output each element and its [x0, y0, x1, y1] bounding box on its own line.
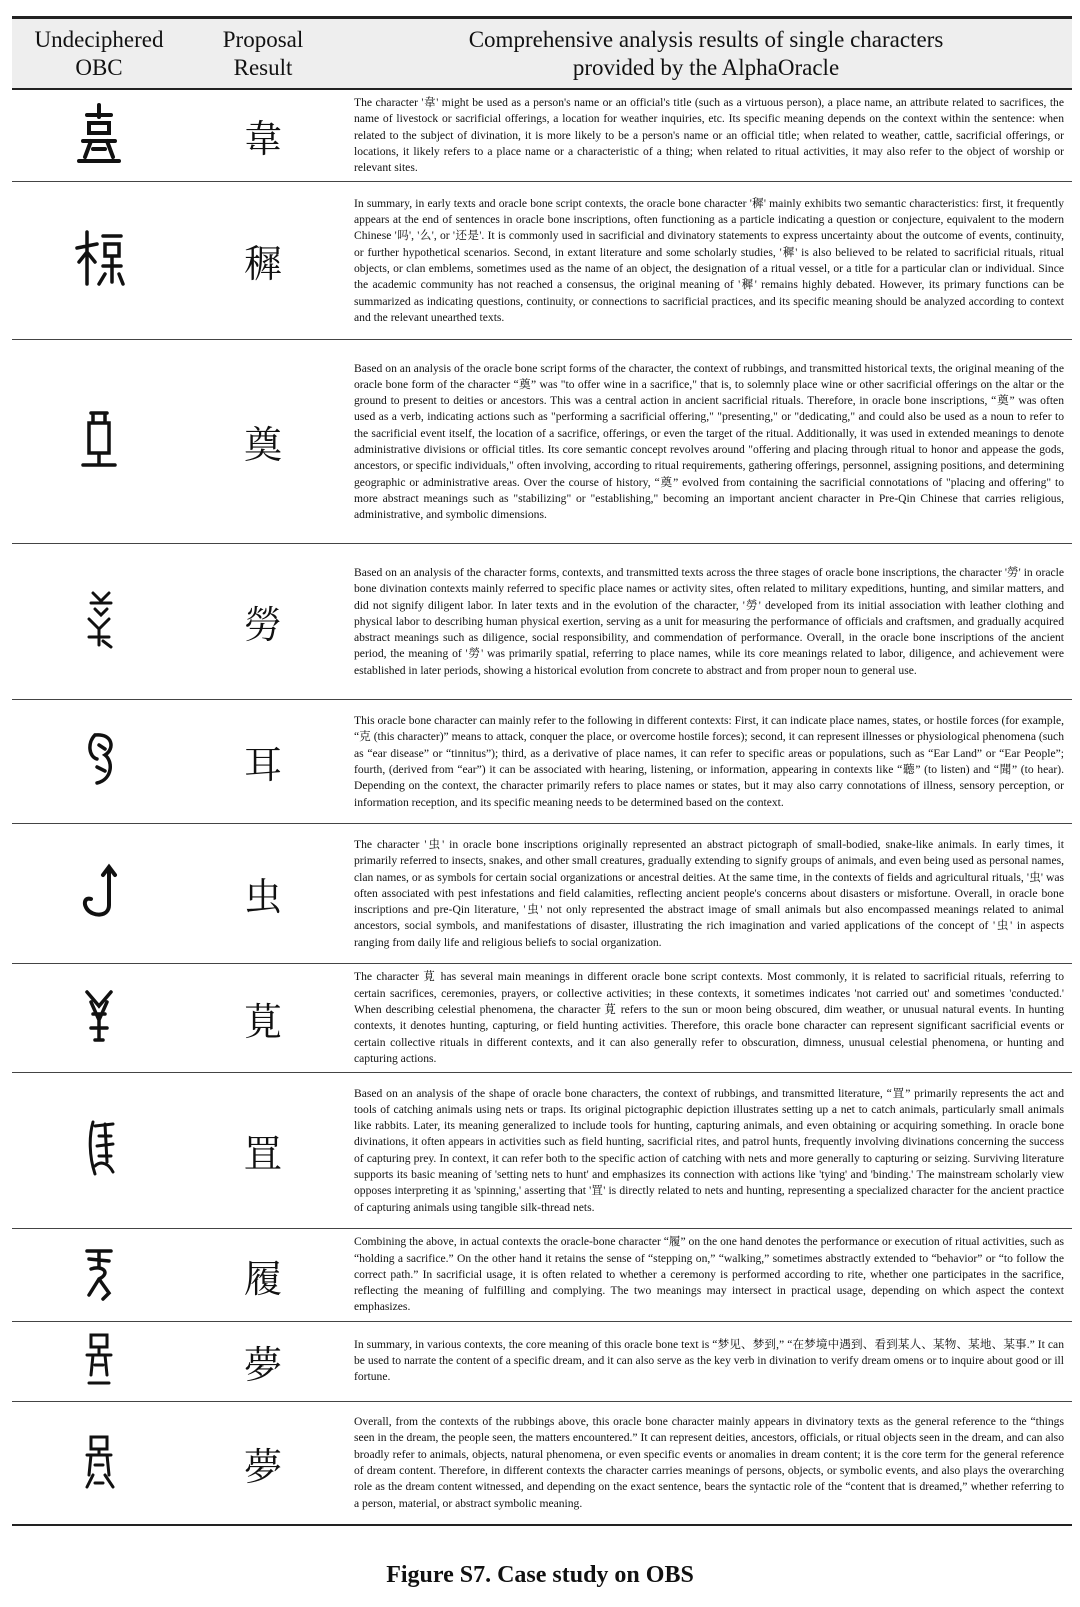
- header-undeciphered-obc: [12, 18, 186, 90]
- proposal-character: 耳: [243, 743, 282, 788]
- oracle-bone-glyph-icon: [69, 97, 129, 169]
- header-line: provided by the AlphaOracle: [572, 55, 840, 80]
- result-cell: [186, 824, 340, 964]
- obc-cell: [12, 89, 186, 182]
- obc-cell: [12, 1073, 186, 1229]
- analysis-cell: Based on an analysis of the character forms, contexts, and transmitted texts across the three stages of oracle bone inscriptions, the character '勞' in oracle bone divination contexts mainly referred to specific place names or activity sites, often related to military expeditions, hunting, and similar matters, and did not signify diligent labor. In later texts and in the evolution of the character, '勞' developed from its initial association with leather clothing and physical labor to describing human physical exertion, serving as a unit for measuring the performance of officials and craftsmen, and gradually acquired abstract meanings such as diligence, social responsibility, and commendation of performance. Overall, in the oracle bone inscriptions of the ancient period, the meaning of '勞' was primarily spatial, referring to place names, while its core meanings related to labor, diligence, and achievement were established in later periods, showing a historical evolution from concrete to abstract and from proper noun to general use.: [354, 565, 1064, 677]
- proposal-character: 韋: [243, 117, 282, 162]
- obc-cell: [12, 824, 186, 964]
- table-row: [12, 1321, 1072, 1401]
- result-cell: [186, 1073, 340, 1229]
- result-cell: [186, 1229, 340, 1321]
- analysis-cell: This oracle bone character can mainly refer to the following in different contexts: First, it can indicate place names, states, or hostile forces (for example, “克 (this character)” means to attack, conquer the place, or overcome hostile forces); second, it can represent illnesses or physiological phenomena (such as “ear disease” or “tinnitus”); third, as a derivative of place names, it can refer to specific areas or populations, such as “Ear Land” or “Ear People”; fourth, (derived from “ear”) it can be associated with hearing, listening, or information, appearing in contexts like “聽” (to listen) and “聞” (to hear). Depending on the context, the character primarily refers to place names or states, but it may also carry connotations of illness, sensory perception, or information reception, and its specific meaning needs to be determined based on the context.: [354, 714, 1064, 809]
- obc-cell: [12, 544, 186, 700]
- table-row: [12, 700, 1072, 824]
- result-cell: [186, 544, 340, 700]
- proposal-character: 莧: [243, 999, 282, 1044]
- oracle-bone-glyph-icon: [69, 403, 129, 475]
- oracle-bone-glyph-icon: [69, 1425, 129, 1497]
- header-line: OBC: [75, 55, 123, 80]
- header-proposal-result: [186, 18, 340, 90]
- table-row: [12, 340, 1072, 544]
- table-row: [12, 1073, 1072, 1229]
- proposal-character: 罝: [243, 1132, 282, 1177]
- proposal-character: 夢: [243, 1444, 282, 1489]
- figure-caption: Figure S7. Case study on OBS: [386, 1562, 694, 1588]
- analysis-cell: Based on an analysis of the shape of oracle bone characters, the context of rubbings, and transmitted literature, “罝” primarily represents the act and tools of catching animals using nets or traps. Its original pictographic depiction illustrates setting up a net to catch animals, particularly small animals like rabbits. Later, its meaning generalized to include tools for hunting, capturing animals, and even obtaining or acquiring something. In oracle bone divinations, it often appears in activities such as field hunting, sacrificial rites, and patrol hunts, frequently involving divinations concerning the success of capturing prey. In context, it can refer both to the specific action of catching with nets and more generally to capturing or seizing. Surviving literature supports its basic meaning of 'setting nets to hunt' and emphasizes its connection with actions like 'tying' and 'binding.' The mainstream scholarly view opposes interpreting it as 'spinning,' asserting that '罝' is directly related to nets and hunting, representing a specialized character for the ancient practice of capturing animals using tangible silk-thread nets.: [354, 1086, 1064, 1214]
- oracle-bone-glyph-icon: [69, 1112, 129, 1184]
- oracle-bone-glyph-icon: [69, 583, 129, 655]
- result-cell: [186, 182, 340, 340]
- table-row: [12, 89, 1072, 182]
- result-cell: [186, 340, 340, 544]
- proposal-character: 穉: [243, 242, 282, 287]
- table-row: [12, 964, 1072, 1073]
- proposal-character: 勞: [243, 603, 282, 648]
- analysis-cell: Based on an analysis of the oracle bone script forms of the character, the context of rubbings, and transmitted historical texts, the original meaning of the oracle bone form of the character “奠” was "to offer wine in a sacrifice," that is, to solemnly place wine or other sacrificial offerings on the altar or the ground to present to deities or ancestors. This was a central action in ancient sacrificial rituals. Therefore, in oracle bone inscriptions, “奠” was often used as a verb, indicating actions such as "performing a sacrificial offering," "presenting," or "dedicating," and could also be used as a noun to refer to the sacrificial event itself, the location of a sacrifice, offerings, or even the target of the ritual. Additionally, it was used in extended meanings to denote administrative divisions or official titles. Its core semantic concept revolves around "offering and placing through ritual to honor and appease the gods, ancestors, or specific individuals," often involving, according to ritual requirements, gathering offerings, personnel, assigning positions, and determining geographic or administrative areas. Over the course of history, “奠” evolved from containing the sacrificial connotations of "placing and offering" to more abstract meanings such as "stabilizing" or "establishing," becoming an important ancient character in Pre-Qin Chinese that carries religious, administrative, and symbolic dimensions.: [354, 361, 1064, 522]
- header-line: Result: [233, 55, 293, 80]
- oracle-bone-glyph-icon: [69, 723, 129, 795]
- oracle-bone-glyph-icon: [69, 1237, 129, 1309]
- obc-cell: [12, 700, 186, 824]
- analysis-cell: The character '韋' might be used as a person's name or an official's title (such as a virtuous person), a place name, an attribute related to sacrifices, the name of livestock or sacrificial offerings, a location for weather inquiries, etc. Its specific meaning depends on the context within the sentence: when related to the subject of divination, it is more likely to be a person's name or an official title; when related to weather, cattle, sacrificial offerings, or locations, it likely refers to a place name or a characteristic of a thing; when related to ritual activities, it may also refer to the object of worship or relevant sites.: [354, 96, 1064, 175]
- oracle-bone-glyph-icon: [69, 980, 129, 1052]
- result-cell: [186, 964, 340, 1073]
- proposal-character: 虫: [243, 875, 282, 920]
- analysis-cell: The character '虫' in oracle bone inscriptions originally represented an abstract pictograph of small-bodied, snake-like animals. In early times, it primarily referred to insects, snakes, and other small creatures, gradually extending to signify groups of animals, and even being used as personal names, clan names, or as symbols for certain social organizations or ancestral deities. At the same time, in the contexts of fields and agricultural rituals, '虫' was often associated with pest infestations and field calamities, reflecting ancient people's concerns about disasters or misfortune. Overall, in oracle bone inscriptions and pre-Qin literature, '虫' not only represented the abstract image of small animals but also encompassed meanings related to animal ancestors, social symbols, and manifestations of disaster, illustrating the rich imagination and varied applications of the concept of '虫' in aspects ranging from daily life and religious beliefs to social organization.: [354, 837, 1064, 949]
- obc-cell: [12, 1401, 186, 1525]
- header-line: Undeciphered: [34, 27, 164, 52]
- result-cell: [186, 1321, 340, 1401]
- analysis-cell: Overall, from the contexts of the rubbings above, this oracle bone character mainly appears in divinatory texts as the general reference to the “things seen in the dream, the people seen, the matters encountered.” It can represent deities, ancestors, officials, or ritual objects seen in the dream, and can also broadly refer to animals, objects, natural phenomena, or even specific events or anomalies in dream content; it is the core term for the general reference of dream content. Therefore, in different contexts the character carries meanings of persons, objects, or symbolic events, and also plays the overarching role as the dream content witnessed, and depending on the exact sentence, bears the syntactic role of the “content that is dreamed,” whether referring to a person, material, or abstract symbolic meaning.: [354, 1415, 1064, 1510]
- analysis-cell: The character 莧 has several main meanings in different oracle bone script contexts. Most commonly, it is related to sacrificial rituals, referring to certain sacrifices, ceremonies, prayers, or collective activities; in these contexts, it sometimes indicates 'not carried out' and sometimes 'conducted.' When describing celestial phenomena, the character 莧 refers to the sun or moon being obscured, dim weather, or unusual natural events. In hunting contexts, it denotes hunting, capturing, or field hunting activities. Therefore, this oracle bone character can represent significant sacrificial events or certain collective rituals in different contexts, and it can also generally refer to obscuration, dimness, unusual celestial phenomena, or hunting and capturing actions.: [354, 970, 1064, 1065]
- obc-cell: [12, 1229, 186, 1321]
- analysis-cell: In summary, in various contexts, the core meaning of this oracle bone text is “梦见、梦到,” “在梦境中遇到、看到某人、某物、某地、某事.” It can be used to narrate the content of a specific dream, and it can also serve as the key verb in divination to verify dream omens or to inquire about good or ill fortune.: [354, 1337, 1064, 1384]
- table-row: [12, 544, 1072, 700]
- analysis-cell: Combining the above, in actual contexts the oracle-bone character “履” on the one hand denotes the performance or execution of ritual activities, such as “holding a sacrifice.” On the other hand it retains the sense of “stepping on,” “walking,” sometimes abstractly extended to “behavior” or “to follow the correct path.” In sacrificial usage, it is often related to whether a ceremony is performed according to rite, whether one participates in the sacrifice, reflecting the meaning of fulfilling and complying. The two meanings may intersect in practical usage, depending on which aspect the context emphasizes.: [354, 1235, 1064, 1314]
- obc-cell: [12, 182, 186, 340]
- proposal-character: 奠: [243, 423, 282, 468]
- proposal-character: 履: [243, 1256, 282, 1301]
- obc-cell: [12, 1321, 186, 1401]
- analysis-cell: In summary, in early texts and oracle bone script contexts, the oracle bone character '穉' mainly exhibits two semantic characteristics: first, it frequently appears at the end of sentences in oracle bone inscriptions, often functioning as a particle indicating a question or conjecture, equivalent to the modern Chinese '吗', '么', or '还是'. It is commonly used in sacrificial and divinatory statements to express uncertainty about the outcome of events, continuity, or further hypothetical scenarios. Second, in extant literature and some scholarly studies, '穉' is also believed to be related to sacrificial rituals, ritual objects, or clan emblems, sometimes used as the name of an object, the designation of a ritual vessel, or a title for a particular clan or individual. Since the academic community has not reached a consensus, the original meaning of '穉' remains highly debated. However, its primary functions can be summarized as indicating questions, continuity, or connections to sacrificial practices, and its specific meaning should be analyzed according to context and the relevant unearthed texts.: [354, 196, 1064, 324]
- case-study-table: [12, 16, 1072, 1526]
- result-cell: [186, 1401, 340, 1525]
- oracle-bone-glyph-icon: [69, 222, 129, 294]
- header-line: Proposal: [222, 27, 304, 52]
- table-header-row: [12, 18, 1072, 90]
- table-row: [12, 1229, 1072, 1321]
- table-row: [12, 1401, 1072, 1525]
- table-row: [12, 182, 1072, 340]
- header-analysis: [340, 18, 1072, 90]
- table-row: [12, 824, 1072, 964]
- result-cell: [186, 89, 340, 182]
- oracle-bone-glyph-icon: [69, 855, 129, 927]
- proposal-character: 夢: [243, 1342, 282, 1387]
- header-line: Comprehensive analysis results of single characters: [468, 27, 944, 52]
- oracle-bone-glyph-icon: [69, 1323, 129, 1395]
- case-study-table-container: [12, 16, 1072, 1526]
- obc-cell: [12, 964, 186, 1073]
- obc-cell: [12, 340, 186, 544]
- result-cell: [186, 700, 340, 824]
